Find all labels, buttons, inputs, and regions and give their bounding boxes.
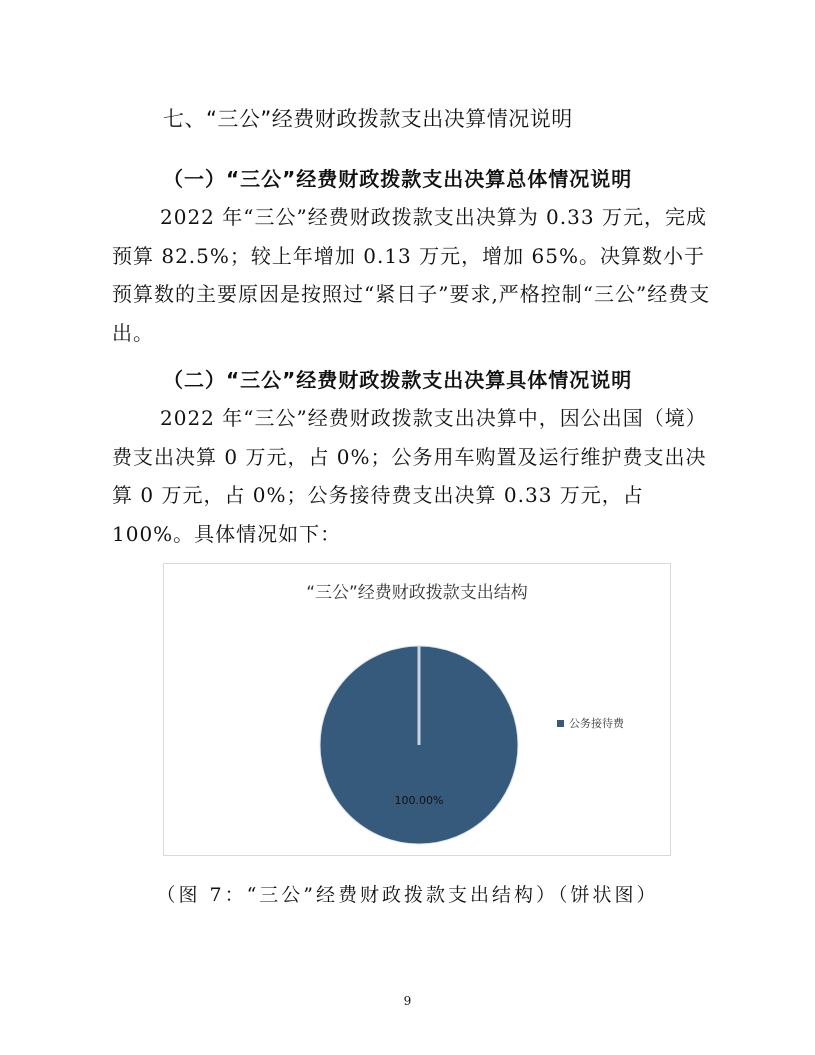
figure-caption: （图 7：“三公”经费财政拨款支出结构）（饼状图） [156,884,659,906]
section-title: 七、“三公”经费财政拨款支出决算情况说明 [163,107,573,131]
subsection-1-paragraph: 2022 年“三公”经费财政拨款支出决算为 0.33 万元，完成预算 82.5%；较上年增加 0.13 万元，增加 65%。决算数小于预算数的主要原因是按照过“紧日子”要求,严格控制“三公”经费支出。 [112,205,711,345]
page-number: 9 [403,994,412,1008]
pie-chart [163,563,671,856]
chart-legend [557,715,624,731]
subsection-2-paragraph: 2022 年“三公”经费财政拨款支出决算中，因公出国（境）费支出决算 0 万元，占 0%；公务用车购置及运行维护费支出决算 0 万元，占 0%；公务接待费支出决算 0.33 万元，占 100%。具体情况如下： [112,406,707,546]
chart-title: “三公”经费财政拨款支出结构 [306,583,528,603]
legend-swatch [557,720,564,727]
pie-data-label: 100.00% [394,794,444,807]
subsection-1-title: （一）“三公”经费财政拨款支出决算总体情况说明 [163,167,633,191]
legend-label: 公务接待费 [569,717,624,730]
subsection-2-title: （二）“三公”经费财政拨款支出决算具体情况说明 [163,368,633,392]
pie-chart-svg [164,564,670,855]
